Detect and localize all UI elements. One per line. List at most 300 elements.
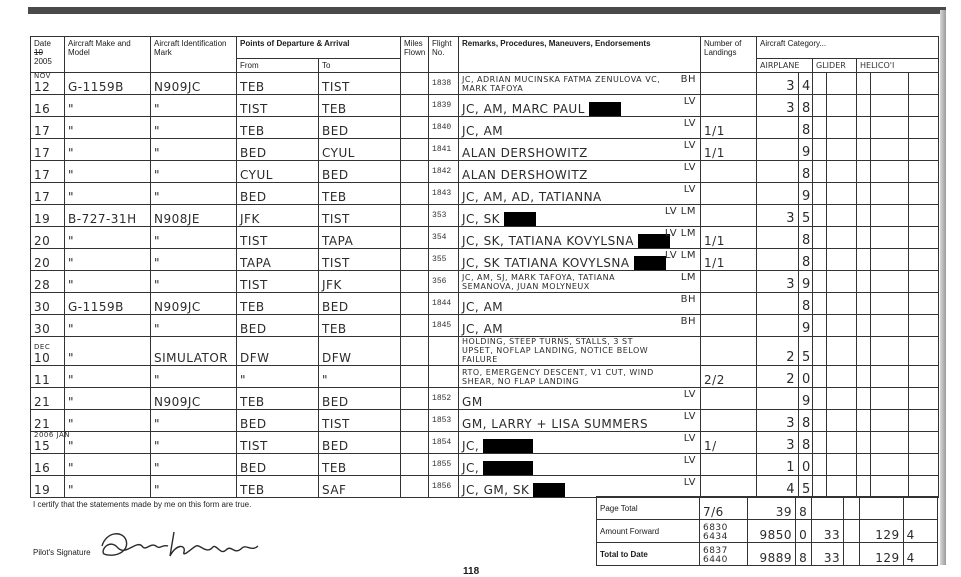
amount-forward-label: Amount Forward bbox=[597, 520, 700, 543]
miles-cell bbox=[401, 454, 429, 476]
from-cell: TIST bbox=[237, 432, 319, 454]
airplane-hours-cell: 3 bbox=[757, 95, 799, 117]
heli-mid-cell bbox=[871, 388, 909, 410]
airplane-hours-cell: 3 bbox=[757, 205, 799, 227]
glider-tenths-cell bbox=[827, 117, 857, 139]
date-day: 17 bbox=[34, 124, 51, 138]
heli-tenths-cell bbox=[909, 117, 939, 139]
aircraft-make-cell: " bbox=[65, 117, 151, 139]
log-row bbox=[31, 95, 939, 117]
aircraft-id-cell: " bbox=[151, 117, 237, 139]
date-day: 20 bbox=[34, 234, 51, 248]
glider-hours-cell bbox=[813, 410, 827, 432]
heli-hours-cell bbox=[857, 271, 871, 293]
total-to-date-label: Total to Date bbox=[597, 543, 700, 566]
glider-tenths-cell bbox=[827, 271, 857, 293]
glider-hours-cell bbox=[813, 161, 827, 183]
glider-tenths-cell bbox=[827, 249, 857, 271]
glider-tenths-cell bbox=[827, 410, 857, 432]
landings-cell bbox=[701, 315, 757, 337]
remarks-cell bbox=[459, 315, 701, 337]
heli-tenths-cell bbox=[909, 205, 939, 227]
log-row bbox=[31, 293, 939, 315]
date-header: Date 10 2005 bbox=[31, 37, 65, 73]
airplane-hours-cell: 4 bbox=[757, 476, 799, 498]
page-total-hours: 39 bbox=[748, 497, 796, 520]
airplane-hours-cell bbox=[757, 293, 799, 315]
miles-cell bbox=[401, 73, 429, 95]
page-total-row bbox=[597, 497, 938, 520]
to-cell: TEB bbox=[319, 95, 401, 117]
heli-tenths-cell bbox=[909, 95, 939, 117]
landings-cell bbox=[701, 293, 757, 315]
landings-cell: 2/2 bbox=[701, 366, 757, 388]
landings-cell: 1/1 bbox=[701, 139, 757, 161]
date-day: 12 bbox=[34, 80, 51, 94]
page-total-label: Page Total bbox=[597, 497, 700, 520]
remarks-text: GM, LARRY + LISA SUMMERS bbox=[462, 417, 649, 431]
date-cell bbox=[31, 410, 65, 432]
remarks-cell bbox=[459, 293, 701, 315]
date-cell bbox=[31, 337, 65, 366]
aircraft-id-cell: " bbox=[151, 139, 237, 161]
miles-cell bbox=[401, 117, 429, 139]
heli-tenths-cell bbox=[909, 73, 939, 95]
aircraft-make-cell: " bbox=[65, 249, 151, 271]
miles-cell bbox=[401, 410, 429, 432]
remarks-text: JC, AM, SJ, MARK TAFOYA, TATIANA SEMANOVA, JUAN MOLYNEUX bbox=[462, 273, 616, 291]
log-row bbox=[31, 410, 939, 432]
from-cell: CYUL bbox=[237, 161, 319, 183]
airplane-tenths-cell: 8 bbox=[799, 161, 813, 183]
crew-signoff: LV bbox=[683, 411, 697, 422]
miles-cell bbox=[401, 205, 429, 227]
to-cell: TEB bbox=[319, 454, 401, 476]
heli-hours-cell bbox=[857, 227, 871, 249]
to-cell: " bbox=[319, 366, 401, 388]
landings-cell bbox=[701, 183, 757, 205]
log-row bbox=[31, 183, 939, 205]
glider-tenths-cell bbox=[827, 366, 857, 388]
glider-tenths-cell bbox=[827, 227, 857, 249]
from-cell: TEB bbox=[237, 388, 319, 410]
from-cell: TIST bbox=[237, 271, 319, 293]
heli-tenths-cell bbox=[909, 183, 939, 205]
aircraft-id-cell: " bbox=[151, 95, 237, 117]
heli-tenths-cell bbox=[909, 388, 939, 410]
airplane-tenths-cell: 8 bbox=[799, 410, 813, 432]
airplane-tenths-cell: 8 bbox=[799, 227, 813, 249]
landings-cell: 1/ bbox=[701, 432, 757, 454]
heli-tenths-cell bbox=[909, 337, 939, 366]
log-rows bbox=[31, 73, 939, 498]
remarks-text: JC, SK TATIANA KOVYLSNA bbox=[462, 255, 630, 270]
remarks-text: ALAN DERSHOWITZ bbox=[462, 146, 588, 160]
redaction-box bbox=[533, 483, 565, 497]
flight-no-cell: 1855 bbox=[429, 454, 459, 476]
airplane-tenths-cell: 8 bbox=[799, 117, 813, 139]
heli-hours-cell bbox=[857, 205, 871, 227]
airplane-tenths-cell: 0 bbox=[799, 366, 813, 388]
aircraft-id-cell: " bbox=[151, 476, 237, 498]
heli-mid-cell bbox=[871, 432, 909, 454]
glider-hours-cell bbox=[813, 476, 827, 498]
from-cell: TIST bbox=[237, 95, 319, 117]
from-cell: JFK bbox=[237, 205, 319, 227]
from-cell: BED bbox=[237, 139, 319, 161]
remarks-cell bbox=[459, 139, 701, 161]
heli-tenths-cell bbox=[909, 161, 939, 183]
glider-hours-cell bbox=[813, 117, 827, 139]
to-cell: BED bbox=[319, 388, 401, 410]
from-cell: TEB bbox=[237, 476, 319, 498]
heli-tenths-cell bbox=[909, 315, 939, 337]
flight-no-cell: 1853 bbox=[429, 410, 459, 432]
airplane-tenths-cell: 9 bbox=[799, 315, 813, 337]
glider-hours-cell bbox=[813, 315, 827, 337]
logbook-footer bbox=[30, 496, 938, 566]
airplane-tenths-cell: 5 bbox=[799, 476, 813, 498]
to-cell: JFK bbox=[319, 271, 401, 293]
aircraft-id-header: Aircraft Identification Mark bbox=[151, 37, 237, 73]
remarks-text: JC, AM, MARC PAUL bbox=[462, 101, 585, 116]
amount-forward-tenths: 0 bbox=[796, 520, 812, 543]
remarks-cell bbox=[459, 388, 701, 410]
aircraft-make-cell: " bbox=[65, 271, 151, 293]
glider-hours-cell bbox=[813, 183, 827, 205]
scan-right-edge bbox=[940, 10, 946, 565]
log-row bbox=[31, 205, 939, 227]
aircraft-make-cell: " bbox=[65, 388, 151, 410]
miles-header: Miles Flown bbox=[401, 37, 429, 73]
date-cell bbox=[31, 73, 65, 95]
landings-cell bbox=[701, 410, 757, 432]
date-cell bbox=[31, 161, 65, 183]
aircraft-category-header: Aircraft Category... bbox=[757, 37, 939, 59]
date-day: 21 bbox=[34, 395, 51, 409]
aircraft-make-cell: " bbox=[65, 95, 151, 117]
landings-cell bbox=[701, 388, 757, 410]
heli-hours-cell bbox=[857, 73, 871, 95]
amount-forward-glider: 33 bbox=[812, 520, 844, 543]
heli-hours-cell bbox=[857, 161, 871, 183]
flight-no-cell: 1852 bbox=[429, 388, 459, 410]
remarks-cell bbox=[459, 73, 701, 95]
heli-category: HELICO'I bbox=[857, 59, 939, 73]
remarks-cell bbox=[459, 227, 701, 249]
to-cell: SAF bbox=[319, 476, 401, 498]
remarks-cell bbox=[459, 183, 701, 205]
airplane-hours-cell: 3 bbox=[757, 432, 799, 454]
flight-no-cell: 355 bbox=[429, 249, 459, 271]
landings-cell bbox=[701, 95, 757, 117]
date-cell bbox=[31, 388, 65, 410]
remarks-text: GM bbox=[462, 395, 483, 409]
glider-tenths-cell bbox=[827, 139, 857, 161]
aircraft-id-cell: " bbox=[151, 271, 237, 293]
date-day: 28 bbox=[34, 278, 51, 292]
flight-no-cell bbox=[429, 366, 459, 388]
aircraft-make-cell: " bbox=[65, 454, 151, 476]
aircraft-id-cell: " bbox=[151, 315, 237, 337]
amount-forward-heli: 129 bbox=[860, 520, 903, 543]
airplane-hours-cell: 2 bbox=[757, 366, 799, 388]
glider-tenths-cell bbox=[827, 73, 857, 95]
heli-mid-cell bbox=[871, 454, 909, 476]
flight-no-cell: 1845 bbox=[429, 315, 459, 337]
redaction-box bbox=[504, 212, 536, 226]
scan-top-edge bbox=[28, 7, 946, 14]
log-row bbox=[31, 315, 939, 337]
airplane-hours-cell: 1 bbox=[757, 454, 799, 476]
glider-tenths-cell bbox=[827, 476, 857, 498]
heli-mid-cell bbox=[871, 366, 909, 388]
glider-hours-cell bbox=[813, 249, 827, 271]
heli-hours-cell bbox=[857, 432, 871, 454]
from-cell: BED bbox=[237, 410, 319, 432]
heli-hours-cell bbox=[857, 366, 871, 388]
glider-hours-cell bbox=[813, 454, 827, 476]
remarks-cell bbox=[459, 161, 701, 183]
landings-cell bbox=[701, 73, 757, 95]
airplane-tenths-cell: 8 bbox=[799, 95, 813, 117]
flight-no-cell: 1854 bbox=[429, 432, 459, 454]
glider-hours-cell bbox=[813, 432, 827, 454]
heli-mid-cell bbox=[871, 249, 909, 271]
aircraft-make-cell: G-1159B bbox=[65, 73, 151, 95]
aircraft-make-cell: " bbox=[65, 227, 151, 249]
landings-cell bbox=[701, 205, 757, 227]
remarks-text: JC, AM bbox=[462, 322, 504, 336]
date-cell bbox=[31, 454, 65, 476]
date-cell bbox=[31, 183, 65, 205]
flight-no-cell: 1843 bbox=[429, 183, 459, 205]
aircraft-id-cell: " bbox=[151, 432, 237, 454]
heli-mid-cell bbox=[871, 73, 909, 95]
date-cell bbox=[31, 117, 65, 139]
remarks-text: JC, bbox=[462, 460, 480, 475]
heli-hours-cell bbox=[857, 454, 871, 476]
total-heli: 129 bbox=[860, 543, 903, 566]
amount-forward-row bbox=[597, 520, 938, 543]
aircraft-id-cell: " bbox=[151, 454, 237, 476]
redaction-box bbox=[483, 439, 533, 453]
airplane-hours-cell bbox=[757, 117, 799, 139]
airplane-tenths-cell: 9 bbox=[799, 139, 813, 161]
date-day: 16 bbox=[34, 102, 51, 116]
flight-no-cell: 353 bbox=[429, 205, 459, 227]
heli-hours-cell bbox=[857, 139, 871, 161]
miles-cell bbox=[401, 95, 429, 117]
log-row bbox=[31, 454, 939, 476]
crew-signoff: LV LM bbox=[664, 250, 697, 261]
landings-cell bbox=[701, 337, 757, 366]
amount-forward-heli-tenths: 4 bbox=[903, 520, 937, 543]
airplane-hours-cell bbox=[757, 161, 799, 183]
flight-no-cell: 1840 bbox=[429, 117, 459, 139]
header-row bbox=[31, 37, 939, 59]
aircraft-make-cell: " bbox=[65, 366, 151, 388]
crew-signoff: LV bbox=[683, 140, 697, 151]
remarks-text: JC, ADRIAN MUCINSKA FATMA ZENULOVA VC, MARK TAFOYA bbox=[462, 75, 661, 93]
from-cell: " bbox=[237, 366, 319, 388]
date-month: 2006 JAN bbox=[34, 431, 71, 439]
aircraft-make-cell: " bbox=[65, 139, 151, 161]
aircraft-id-cell: N909JC bbox=[151, 293, 237, 315]
landings-cell bbox=[701, 476, 757, 498]
date-day: 17 bbox=[34, 146, 51, 160]
heli-mid-cell bbox=[871, 95, 909, 117]
heli-tenths-cell bbox=[909, 454, 939, 476]
pilot-signature bbox=[96, 526, 266, 562]
page-total-tenths: 8 bbox=[796, 497, 812, 520]
miles-cell bbox=[401, 271, 429, 293]
glider-hours-cell bbox=[813, 95, 827, 117]
from-cell: TEB bbox=[237, 73, 319, 95]
log-row bbox=[31, 337, 939, 366]
from-cell: BED bbox=[237, 183, 319, 205]
flight-no-cell: 1839 bbox=[429, 95, 459, 117]
from-header: From bbox=[237, 59, 319, 73]
airplane-hours-cell: 3 bbox=[757, 410, 799, 432]
airplane-hours-cell bbox=[757, 183, 799, 205]
to-cell: TEB bbox=[319, 315, 401, 337]
miles-cell bbox=[401, 227, 429, 249]
aircraft-id-cell: " bbox=[151, 366, 237, 388]
airplane-tenths-cell: 8 bbox=[799, 293, 813, 315]
crew-signoff: BH bbox=[680, 316, 697, 327]
to-cell: TAPA bbox=[319, 227, 401, 249]
landings-cell bbox=[701, 454, 757, 476]
glider-hours-cell bbox=[813, 271, 827, 293]
airplane-category: AIRPLANE bbox=[757, 59, 813, 73]
date-day: 19 bbox=[34, 483, 51, 497]
date-day: 17 bbox=[34, 168, 51, 182]
remarks-text: JC, bbox=[462, 438, 480, 453]
remarks-text: JC, AM, AD, TATIANNA bbox=[462, 190, 602, 204]
certify-statement: I certify that the statements made by me on this form are true. bbox=[33, 500, 252, 509]
crew-signoff: LV bbox=[683, 455, 697, 466]
flight-no-cell: 354 bbox=[429, 227, 459, 249]
remarks-header: Remarks, Procedures, Maneuvers, Endorsements bbox=[459, 37, 701, 73]
heli-hours-cell bbox=[857, 249, 871, 271]
date-month: NOV bbox=[34, 72, 51, 80]
from-cell: TEB bbox=[237, 293, 319, 315]
crew-signoff: LV bbox=[683, 162, 697, 173]
date-cell bbox=[31, 315, 65, 337]
airplane-tenths-cell: 9 bbox=[799, 183, 813, 205]
glider-tenths-cell bbox=[827, 95, 857, 117]
aircraft-id-cell: " bbox=[151, 249, 237, 271]
to-cell: TIST bbox=[319, 410, 401, 432]
remarks-cell bbox=[459, 476, 701, 498]
totals-table bbox=[596, 496, 938, 566]
flight-no-cell: 356 bbox=[429, 271, 459, 293]
aircraft-id-cell: SIMULATOR bbox=[151, 337, 237, 366]
remarks-cell bbox=[459, 337, 701, 366]
to-cell: TIST bbox=[319, 249, 401, 271]
aircraft-id-cell: N908JE bbox=[151, 205, 237, 227]
heli-mid-cell bbox=[871, 161, 909, 183]
from-cell: BED bbox=[237, 454, 319, 476]
pilot-signature-label: Pilot's Signature bbox=[33, 548, 91, 557]
heli-tenths-cell bbox=[909, 410, 939, 432]
from-cell: BED bbox=[237, 315, 319, 337]
to-cell: TIST bbox=[319, 205, 401, 227]
heli-tenths-cell bbox=[909, 432, 939, 454]
heli-tenths-cell bbox=[909, 249, 939, 271]
glider-hours-cell bbox=[813, 337, 827, 366]
airplane-hours-cell: 2 bbox=[757, 337, 799, 366]
date-cell bbox=[31, 271, 65, 293]
total-glider: 33 bbox=[812, 543, 844, 566]
date-day: 15 bbox=[34, 439, 51, 453]
date-cell bbox=[31, 139, 65, 161]
aircraft-id-cell: " bbox=[151, 183, 237, 205]
heli-tenths-cell bbox=[909, 293, 939, 315]
heli-hours-cell bbox=[857, 315, 871, 337]
crew-signoff: BH bbox=[680, 74, 697, 85]
heli-mid-cell bbox=[871, 117, 909, 139]
glider-hours-cell bbox=[813, 227, 827, 249]
aircraft-id-cell: N909JC bbox=[151, 388, 237, 410]
to-cell: TIST bbox=[319, 73, 401, 95]
airplane-hours-cell bbox=[757, 249, 799, 271]
miles-cell bbox=[401, 249, 429, 271]
aircraft-make-cell: B-727-31H bbox=[65, 205, 151, 227]
remarks-cell bbox=[459, 117, 701, 139]
glider-category: GLIDER bbox=[813, 59, 857, 73]
glider-hours-cell bbox=[813, 73, 827, 95]
flight-no-cell bbox=[429, 337, 459, 366]
glider-tenths-cell bbox=[827, 388, 857, 410]
miles-cell bbox=[401, 161, 429, 183]
heli-mid-cell bbox=[871, 337, 909, 366]
date-day: 17 bbox=[34, 190, 51, 204]
remarks-cell bbox=[459, 271, 701, 293]
total-hours: 9889 bbox=[748, 543, 796, 566]
from-cell: DFW bbox=[237, 337, 319, 366]
airplane-tenths-cell: 9 bbox=[799, 271, 813, 293]
redaction-box bbox=[589, 102, 621, 116]
landings-cell bbox=[701, 271, 757, 293]
miles-cell bbox=[401, 337, 429, 366]
date-day: 30 bbox=[34, 300, 51, 314]
glider-tenths-cell bbox=[827, 337, 857, 366]
date-cell bbox=[31, 293, 65, 315]
heli-hours-cell bbox=[857, 337, 871, 366]
heli-hours-cell bbox=[857, 293, 871, 315]
flight-no-cell: 1844 bbox=[429, 293, 459, 315]
redaction-box bbox=[483, 461, 533, 475]
remarks-cell bbox=[459, 366, 701, 388]
airplane-tenths-cell: 9 bbox=[799, 388, 813, 410]
total-to-date-row bbox=[597, 543, 938, 566]
crew-signoff: LM bbox=[680, 272, 697, 283]
heli-tenths-cell bbox=[909, 271, 939, 293]
glider-tenths-cell bbox=[827, 293, 857, 315]
remarks-text: JC, SK, TATIANA KOVYLSNA bbox=[462, 233, 634, 248]
heli-mid-cell bbox=[871, 205, 909, 227]
aircraft-make-header: Aircraft Make and Model bbox=[65, 37, 151, 73]
log-row bbox=[31, 249, 939, 271]
page-total-landings: 7/6 bbox=[699, 497, 747, 520]
remarks-text: RTO, EMERGENCY DESCENT, V1 CUT, WIND SHEAR, NO FLAP LANDING bbox=[462, 368, 654, 386]
remarks-cell bbox=[459, 95, 701, 117]
landings-cell bbox=[701, 161, 757, 183]
airplane-tenths-cell: 8 bbox=[799, 432, 813, 454]
redaction-box bbox=[634, 256, 666, 270]
